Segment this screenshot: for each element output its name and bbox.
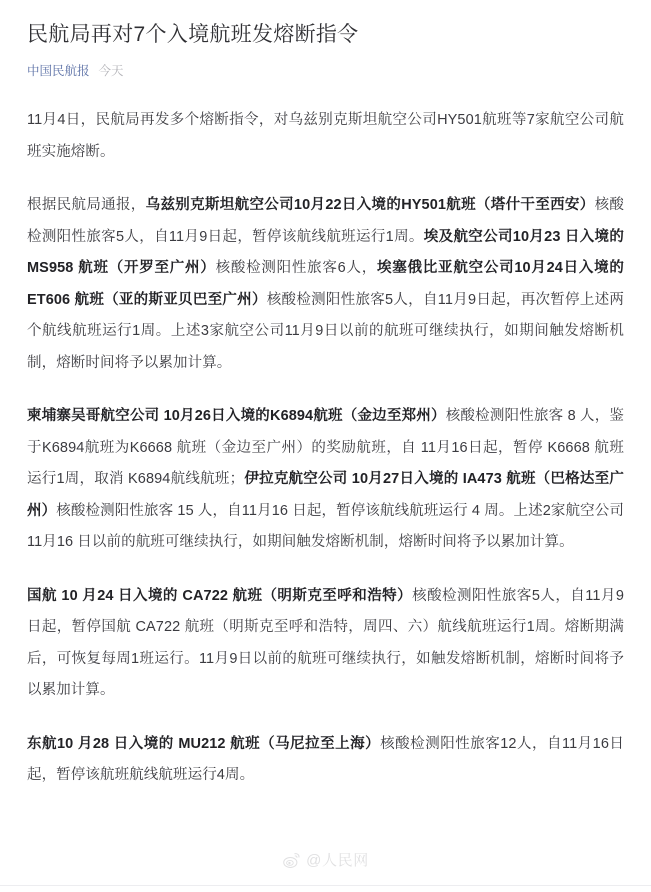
- byline-timestamp: 今天: [98, 64, 124, 78]
- page-title: 民航局再对7个入境航班发熔断指令: [27, 23, 359, 46]
- text-run: 根据民航局通报，: [27, 197, 146, 213]
- emphasis-run: 国航 10 月24 日入境的 CA722 航班（明斯克至呼和浩特）: [27, 587, 413, 604]
- emphasis-run: 柬埔寨吴哥航空公司 10月26日入境的K6894航班（金边至郑州）: [27, 408, 446, 424]
- text-run: 核酸检测阳性旅客5人，自11月9日起，暂停该航线航班运行1周。: [27, 197, 624, 245]
- text-run: 核酸检测阳性旅客6人，: [215, 260, 378, 276]
- byline: [27, 62, 624, 80]
- bottom-divider: [0, 885, 651, 886]
- text-run: 核酸检测阳性旅客 8 人，鉴于K6894航班为K6668 航班（金边至广州）的奖励航班，自 11月16日起，暂停 K6668 航班运行1周，取消 K6894航线航班；: [27, 408, 625, 487]
- text-run: 核酸检测阳性旅客5人，自11月9日起，再次暂停上述两个航线航班运行1周。上述3家航空公司11月9日以前的航班可继续执行，如期间触发熔断机制，熔断时间将予以累加计算。: [27, 291, 625, 371]
- byline-source-link[interactable]: 中国民航报: [27, 64, 90, 78]
- paragraph-4: [27, 581, 624, 707]
- emphasis-run: 埃塞俄比亚航空公司10月24日入境的ET606 航班（亚的斯亚贝巴至广州）: [27, 260, 624, 308]
- text-run: 核酸检测阳性旅客12人，自11月16日起，暂停该航班航线航班运行4周。: [27, 735, 624, 783]
- text-run: 核酸检测阳性旅客5人，自11月9日起，暂停国航 CA722 航班（明斯克至呼和浩特，周四、六）航线航班运行1周。熔断期满后，可恢复每周1班运行。11月9日以前的航班可继续执行，如触发熔断机制，熔断时间将予以累加计算。: [27, 587, 625, 698]
- paragraph-2: [27, 190, 624, 379]
- emphasis-run: 埃及航空公司10月23 日入境的MS958 航班（开罗至广州）: [27, 228, 624, 276]
- watermark-text: @人民网: [306, 852, 369, 869]
- watermark: [0, 851, 651, 870]
- paragraph-3: [27, 401, 624, 559]
- text-run: 核酸检测阳性旅客 15 人，自11月16 日起，暂停该航线航班运行 4 周。上述2家航空公司11月16 日以前的航班可继续执行，如期间触发熔断机制，熔断时间将予以累加计算。: [27, 502, 624, 550]
- text-run: 11月4日，民航局再发多个熔断指令，对乌兹别克斯坦航空公司HY501航班等7家航空公司航班实施熔断。: [27, 112, 624, 160]
- emphasis-run: 东航10 月28 日入境的 MU212 航班（马尼拉至上海）: [27, 735, 381, 752]
- emphasis-run: 乌兹别克斯坦航空公司10月22日入境的HY501航班（塔什干至西安）: [145, 197, 595, 213]
- weibo-eye-logo-icon: [282, 851, 301, 870]
- emphasis-run: 伊拉克航空公司 10月27日入境的 IA473 航班（巴格达至广州）: [27, 471, 624, 519]
- article-body: [27, 105, 624, 792]
- paragraph-1: [27, 105, 624, 168]
- paragraph-5: [27, 729, 624, 792]
